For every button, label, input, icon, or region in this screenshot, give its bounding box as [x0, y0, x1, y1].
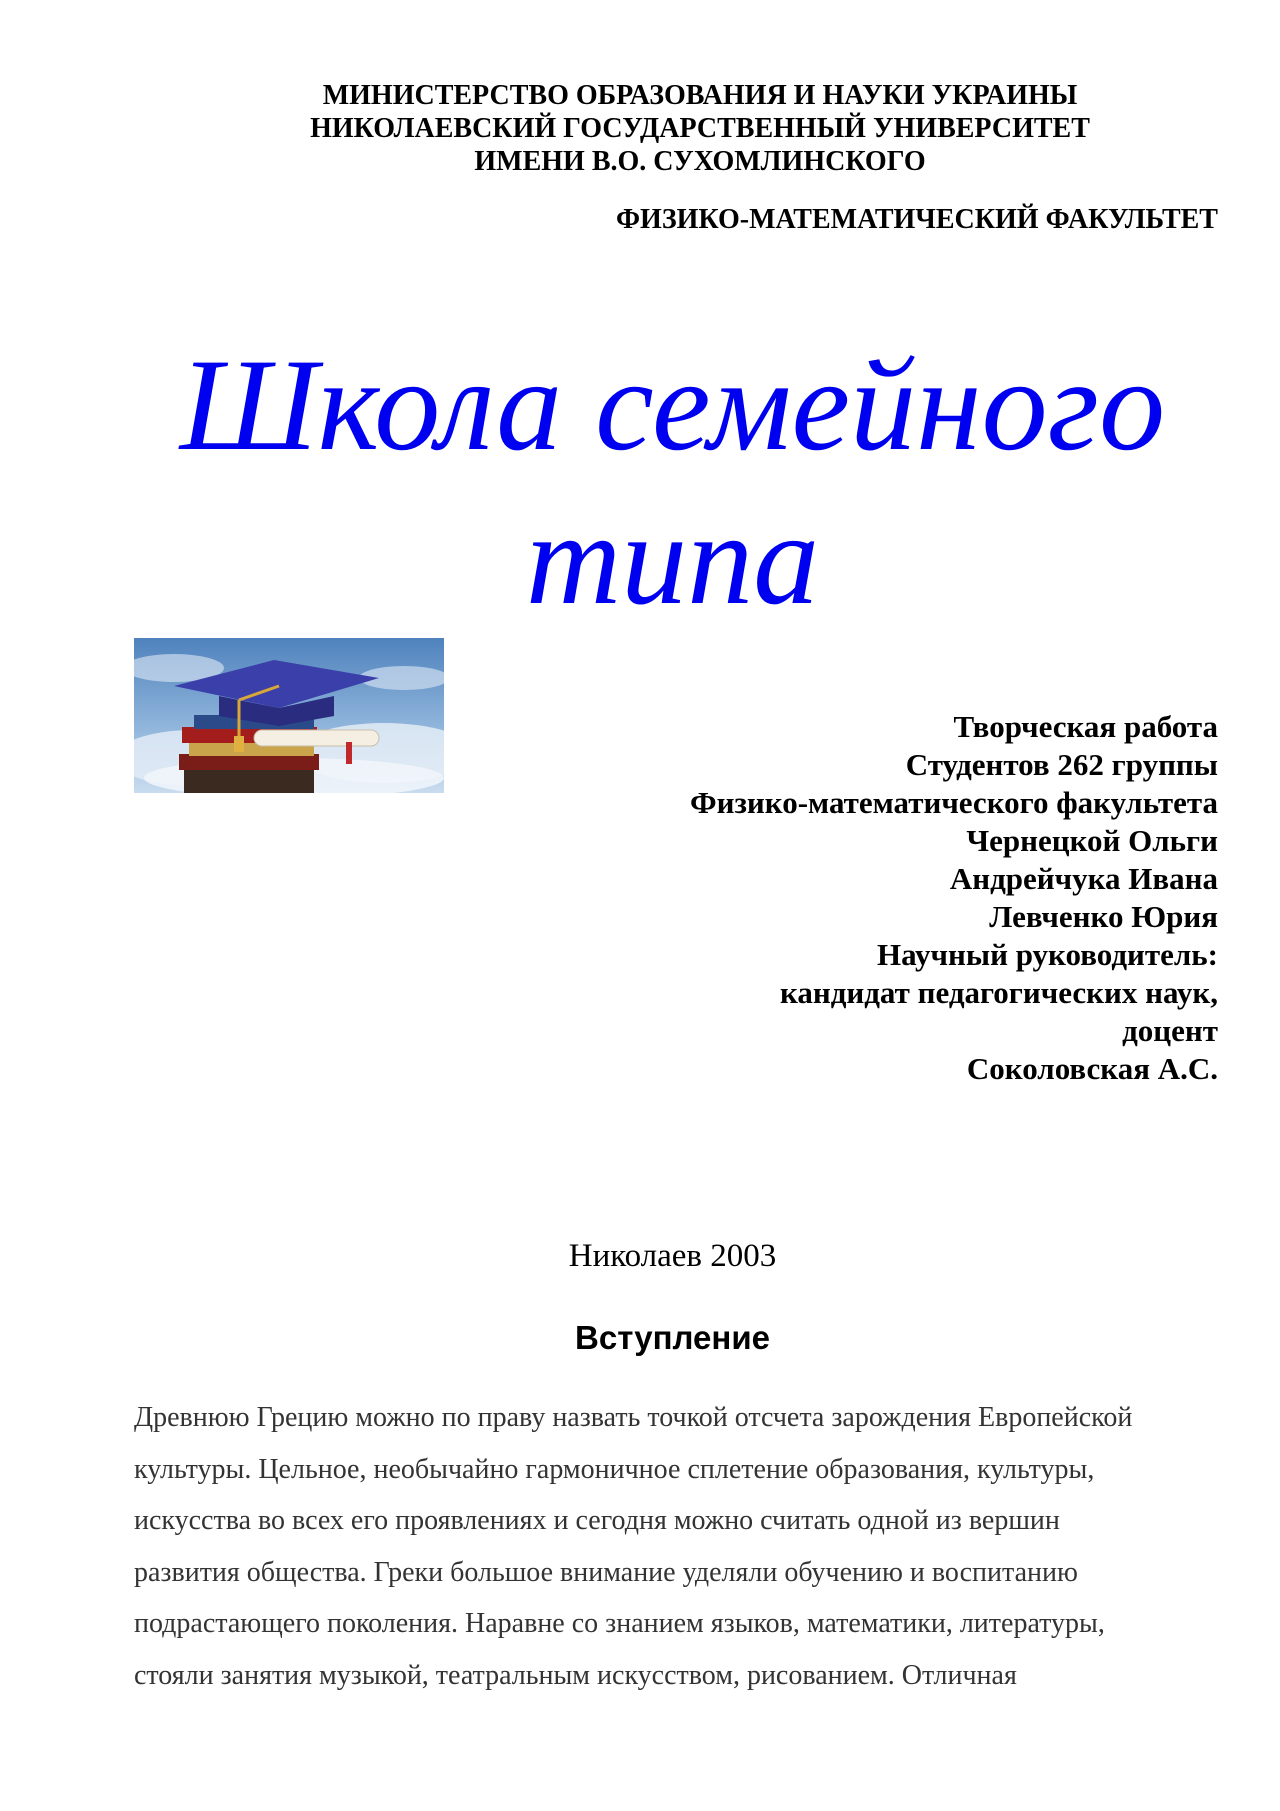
- graduation-books-image: [134, 638, 444, 793]
- paragraph-line: искусства во всех его проявлениях и сегодня можно считать одной из вершин: [134, 1505, 1060, 1536]
- paragraph-line: культуры. Цельное, необычайно гармоничное сплетение образования, культуры,: [134, 1453, 1095, 1485]
- graduation-cap-books-icon: [134, 638, 444, 793]
- students-group-line: Студентов 262 группы: [905, 747, 1218, 782]
- paragraph-line: развития общества. Греки большое внимание уделяли обучению и воспитанию: [134, 1556, 1078, 1588]
- author-name: Левченко Юрия: [989, 899, 1218, 934]
- university-name-line: ИМЕНИ В.О. СУХОМЛИНСКОГО: [474, 146, 926, 177]
- author-name: Андрейчука Ивана: [949, 861, 1218, 896]
- university-line: НИКОЛАЕВСКИЙ ГОСУДАРСТВЕННЫЙ УНИВЕРСИТЕТ: [310, 113, 1090, 144]
- supervisor-label: Научный руководитель:: [877, 937, 1218, 972]
- supervisor-title: доцент: [1122, 1013, 1218, 1048]
- title-line-1: Школа семейного: [179, 331, 1166, 478]
- author-name: Чернецкой Ольги: [966, 823, 1218, 858]
- authors-block: [690, 708, 1218, 1088]
- city-year: Николаев 2003: [568, 1238, 777, 1274]
- ministry-line: МИНИСТЕРСТВО ОБРАЗОВАНИЯ И НАУКИ УКРАИНЫ: [322, 80, 1078, 111]
- document-title: [0, 328, 1280, 636]
- faculty-line: ФИЗИКО-МАТЕМАТИЧЕСКИЙ ФАКУЛЬТЕТ: [616, 204, 1218, 235]
- paragraph-line: стояли занятия музыкой, театральным искусством, рисованием. Отличная: [134, 1659, 1017, 1691]
- title-line-2: типа: [525, 485, 820, 632]
- supervisor-degree: кандидат педагогических наук,: [779, 975, 1218, 1010]
- work-type-line: Творческая работа: [953, 709, 1218, 744]
- faculty-genitive-line: Физико-математического факультета: [689, 785, 1218, 820]
- paragraph-line: подрастающего поколения. Наравне со знанием языков, математики, литературы,: [134, 1608, 1105, 1639]
- supervisor-name: Соколовская А.С.: [966, 1051, 1218, 1086]
- intro-heading: Вступление: [575, 1319, 770, 1356]
- paragraph-line: Древнюю Грецию можно по праву назвать точкой отсчета зарождения Европейской: [134, 1402, 1133, 1433]
- intro-paragraph: [134, 1392, 1254, 1701]
